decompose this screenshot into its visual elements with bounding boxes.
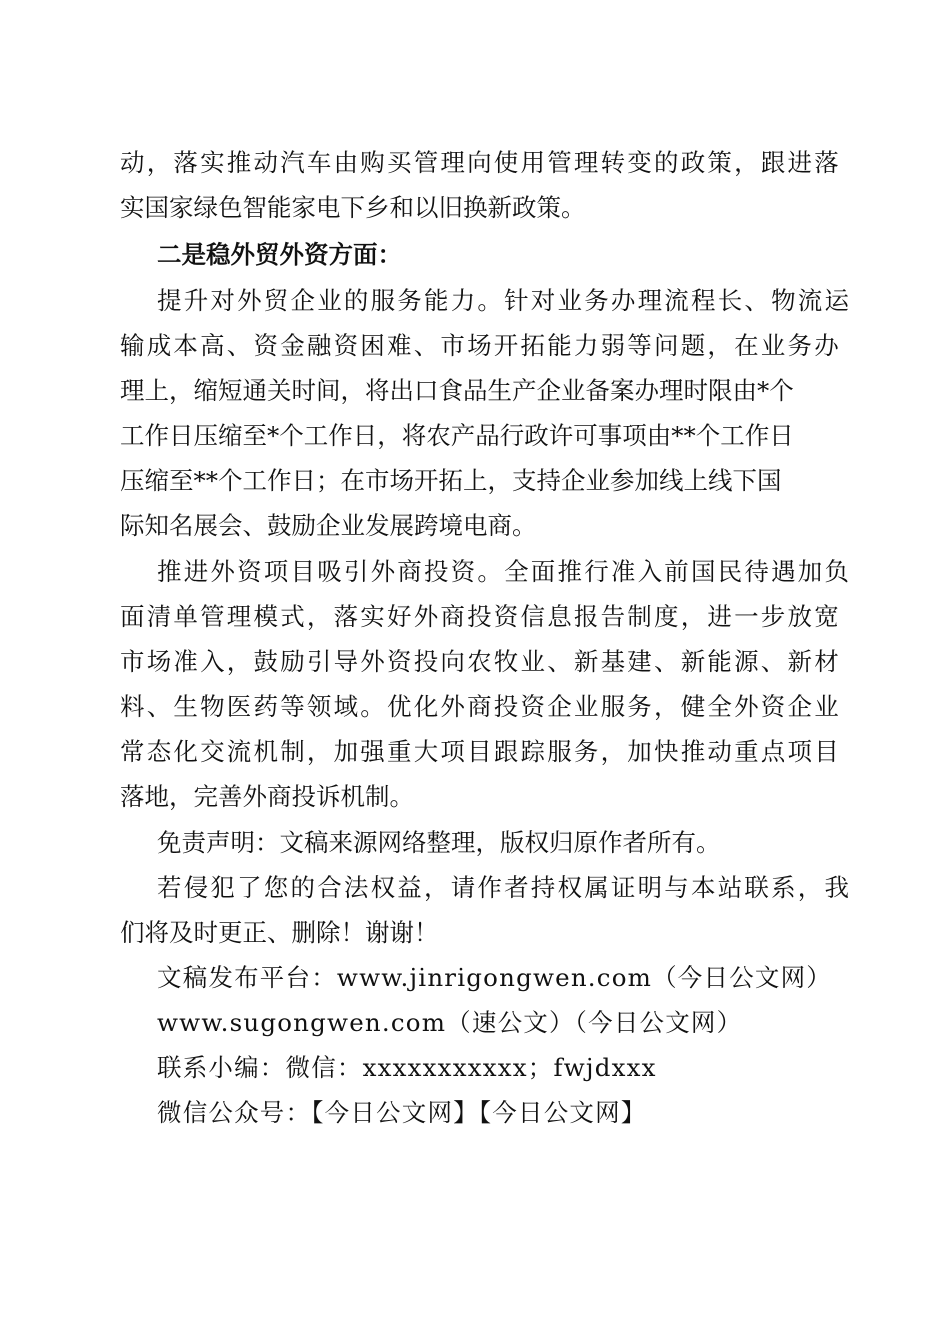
paragraph-line: 实国家绿色智能家电下乡和以旧换新政策。 — [120, 193, 586, 222]
paragraph-line: 压缩至**个工作日；在市场开拓上，支持企业参加线上线下国 — [120, 466, 782, 495]
paragraph-line: 际知名展会、鼓励企业发展跨境电商。 — [120, 511, 537, 540]
section-heading: 二是稳外贸外资方面： — [157, 240, 402, 269]
disclaimer-text: 免责声明：文稿来源网络整理，版权归原作者所有。 — [157, 828, 721, 857]
paragraph-line: 推进外资项目吸引外商投资。全面推行准入前国民待遇加负 — [157, 557, 852, 586]
paragraph-line: 提升对外贸企业的服务能力。针对业务办理流程长、物流运 — [157, 286, 852, 315]
infringement-notice-line: 若侵犯了您的合法权益，请作者持权属证明与本站联系，我 — [157, 873, 852, 902]
platform-link-text-2: www.sugongwen.com（速公文）（今日公文网） — [157, 1008, 743, 1037]
contact-text: 联系小编：微信：xxxxxxxxxxx；fwjdxxx — [157, 1053, 657, 1082]
infringement-notice-line: 们将及时更正、删除！谢谢！ — [120, 918, 439, 947]
paragraph-line: 落地，完善外商投诉机制。 — [120, 782, 414, 811]
paragraph-line: 市场准入，鼓励引导外资投向农牧业、新基建、新能源、新材 — [120, 647, 841, 676]
paragraph-line: 输成本高、资金融资困难、市场开拓能力弱等问题，在业务办 — [120, 331, 841, 360]
paragraph-line: 工作日压缩至*个工作日，将农产品行政许可事项由**个工作日 — [120, 421, 794, 450]
paragraph-line: 料、生物医药等领域。优化外商投资企业服务，健全外资企业 — [120, 692, 841, 721]
paragraph-line: 理上，缩短通关时间，将出口食品生产企业备案办理时限由*个 — [120, 376, 794, 405]
wechat-account-text: 微信公众号：【今日公文网】【今日公文网】 — [157, 1098, 647, 1127]
paragraph-line: 常态化交流机制，加强重大项目跟踪服务，加快推动重点项目 — [120, 737, 841, 766]
paragraph-line: 动，落实推动汽车由购买管理向使用管理转变的政策，跟进落 — [120, 148, 841, 177]
paragraph-line: 面清单管理模式，落实好外商投资信息报告制度，进一步放宽 — [120, 602, 841, 631]
platform-link-text: 文稿发布平台：www.jinrigongwen.com（今日公文网） — [157, 963, 832, 992]
